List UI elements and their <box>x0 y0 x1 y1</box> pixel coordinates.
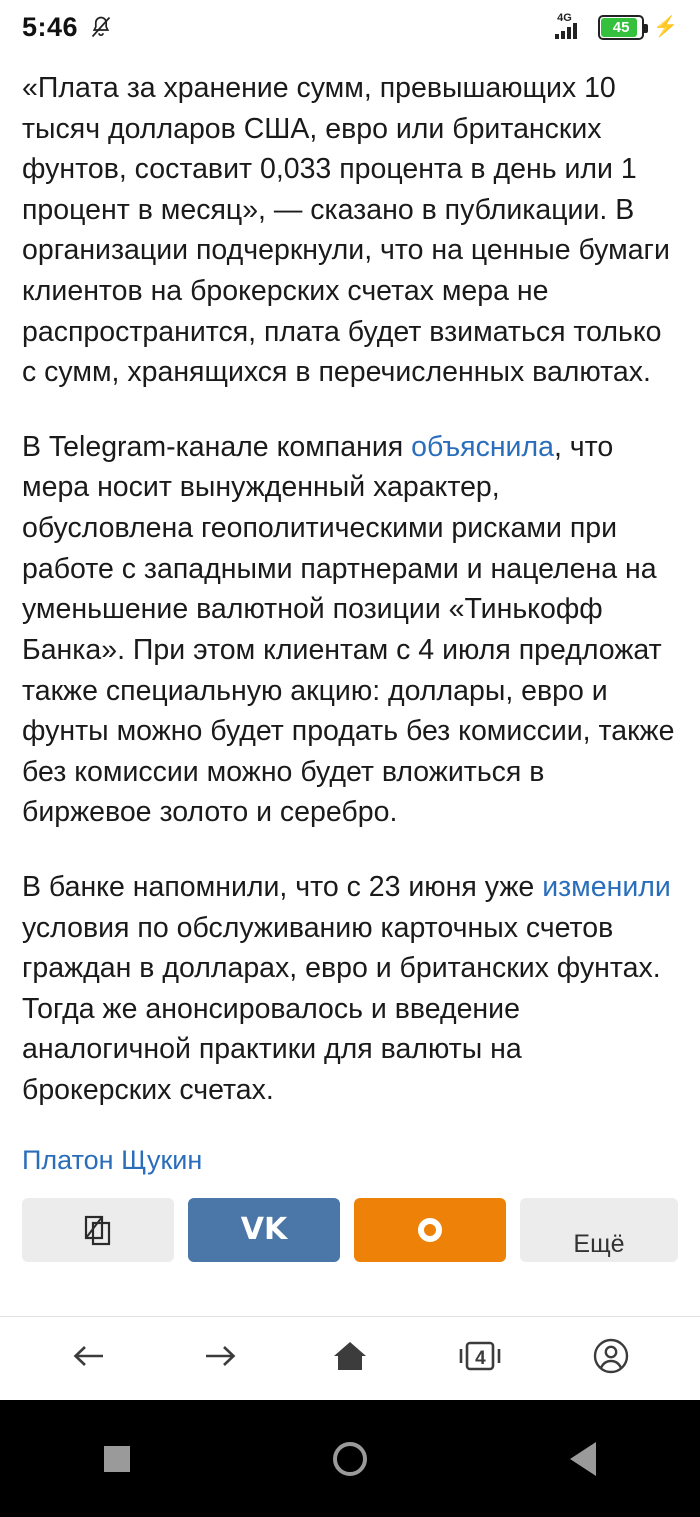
paragraph-text: В Telegram-канале компания <box>22 430 412 463</box>
profile-icon <box>592 1337 630 1380</box>
status-bar-right <box>555 13 678 41</box>
system-home-button[interactable] <box>295 1429 405 1489</box>
back-triangle-icon <box>570 1442 596 1476</box>
article-content <box>0 54 700 1176</box>
article-paragraph-3 <box>22 867 678 1111</box>
paragraph-text: «Плата за хранение сумм, превышающих 10 тысяч долларов США, евро или британских фунтов, составит 0,033 процента в день или 1 процент в месяц», — сказано в публикации. В организации подчеркнули, что на ценные бумаги клиентов на брокерских счетах мера не распространится, плата будет взиматься только с сумм, хранящихся в перечисленных валютах. <box>22 72 670 389</box>
status-bar-left <box>22 12 112 43</box>
signal-bars-icon <box>555 13 589 41</box>
home-icon <box>331 1338 369 1379</box>
android-system-bar <box>0 1400 700 1517</box>
forward-arrow-icon <box>200 1339 240 1378</box>
system-back-button[interactable] <box>528 1429 638 1489</box>
recents-button[interactable] <box>62 1429 172 1489</box>
article-paragraph-2 <box>22 427 678 833</box>
lightning-bolt-icon: ⚡ <box>653 16 678 38</box>
paragraph-text: условия по обслуживанию карточных счетов граждан в долларах, евро и британских фунтах. Тогда же анонсировалось и введение аналогичной практики для валюты на брокерских счетах. <box>22 911 661 1107</box>
article-link-izmenili[interactable]: изменили <box>542 870 671 903</box>
share-more-button[interactable] <box>520 1198 678 1262</box>
article-link-obyasnila[interactable]: объяснила <box>411 430 554 463</box>
status-bar <box>0 0 700 54</box>
back-arrow-icon <box>69 1339 109 1378</box>
share-vk-button[interactable] <box>188 1198 340 1262</box>
article-byline[interactable]: Платон Щукин <box>22 1144 203 1175</box>
status-clock: 5:46 <box>22 11 79 42</box>
share-buttons-row <box>0 1198 700 1262</box>
odnoklassniki-icon <box>418 1218 442 1242</box>
copy-link-icon <box>81 1213 115 1247</box>
network-type-label: 4G <box>557 12 572 24</box>
profile-button[interactable] <box>576 1328 646 1390</box>
signal-strength-bars <box>555 22 577 39</box>
vk-icon: VK <box>240 1212 288 1248</box>
tabs-button[interactable] <box>445 1328 515 1390</box>
share-copy-link-button[interactable] <box>22 1198 174 1262</box>
back-button[interactable] <box>54 1328 124 1390</box>
battery-icon <box>598 15 644 40</box>
share-odnoklassniki-button[interactable] <box>354 1198 506 1262</box>
bell-muted-icon <box>90 15 112 39</box>
recents-square-icon <box>104 1446 130 1472</box>
tabs-count-label: 4 <box>475 1347 486 1369</box>
browser-navigation-bar <box>0 1316 700 1400</box>
home-circle-icon <box>333 1442 367 1476</box>
paragraph-text: В банке напомнили, что с 23 июня уже <box>22 870 543 903</box>
battery-percent-label: 45 <box>612 18 630 36</box>
article-paragraph-1 <box>22 68 678 393</box>
forward-button[interactable] <box>185 1328 255 1390</box>
paragraph-text: , что мера носит вынужденный характер, обусловлена геополитическими рисками при работе с западными партнерами и нацелена на уменьшение валютной позиции «Тинькофф Банка». При этом клиентам с 4 июля предложат также специальную акцию: доллары, евро и фунты можно будет продать без комиссии, также без комиссии можно будет вложиться в биржевое золото и серебро. <box>22 430 675 829</box>
share-more-label: Ещё <box>573 1230 625 1259</box>
home-button[interactable] <box>315 1328 385 1390</box>
